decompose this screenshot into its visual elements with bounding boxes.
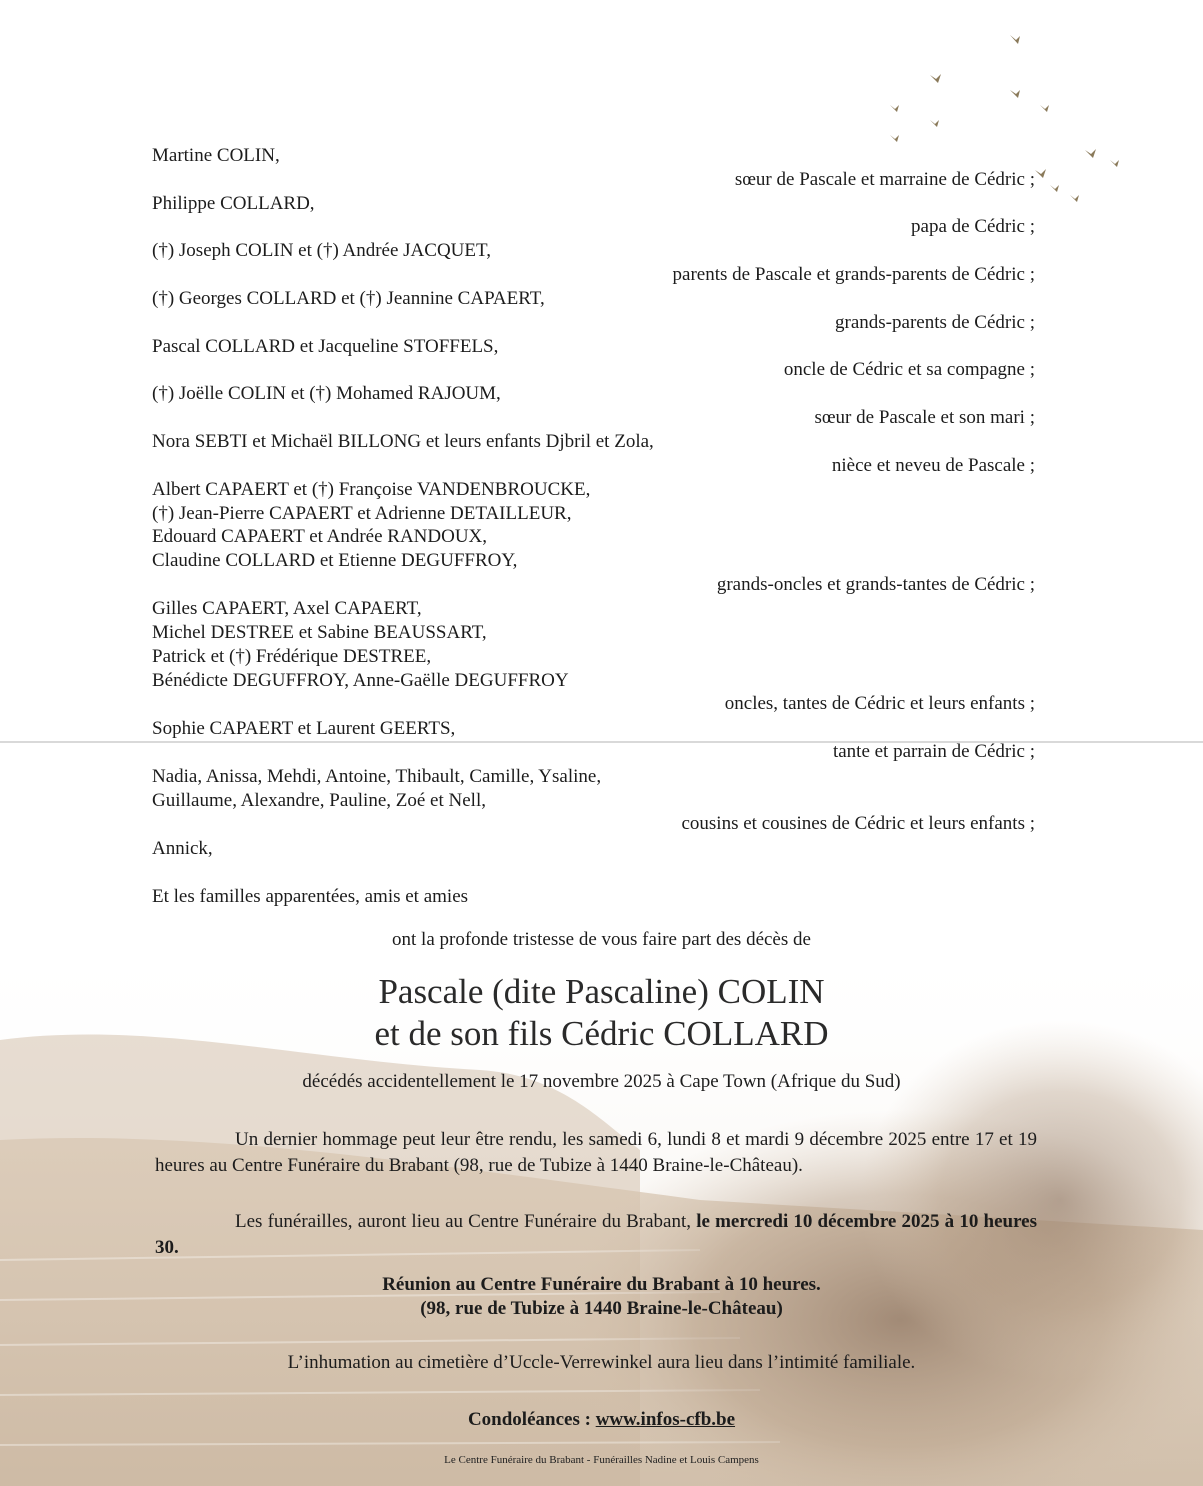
funeral-paragraph (155, 1209, 1037, 1261)
relative-name: Bénédicte DEGUFFROY, Anne-Gaëlle DEGUFFROY (152, 670, 569, 691)
relative-relation: papa de Cédric ; (911, 216, 1035, 237)
relative-relation: sœur de Pascale et marraine de Cédric ; (734, 169, 1035, 190)
burial-info: L’inhumation au cimetière d’Uccle-Verrewinkel aura lieu dans l’intimité familiale. (287, 1352, 916, 1373)
meeting-line-2: (98, rue de Tubize à 1440 Braine-le-Château) (420, 1298, 783, 1319)
meeting-line-1: Réunion au Centre Funéraire du Brabant à 10 heures. (382, 1274, 821, 1295)
families-line: Et les familles apparentées, amis et amies (152, 886, 469, 907)
condolences-link[interactable]: www.infos-cfb.be (595, 1409, 736, 1430)
announcement-intro: ont la profonde tristesse de vous faire part des décès de (392, 929, 811, 950)
relative-name: Nadia, Anissa, Mehdi, Antoine, Thibault, Camille, Ysaline, (152, 766, 602, 787)
relative-relation: grands-parents de Cédric ; (835, 312, 1035, 333)
funeral-text: Les funérailles, auront lieu au Centre Funéraire du Brabant, (235, 1211, 697, 1232)
relative-relation: oncle de Cédric et sa compagne ; (783, 359, 1035, 380)
relative-name: Patrick et (†) Frédérique DESTREE, (152, 646, 432, 667)
relative-relation: cousins et cousines de Cédric et leurs enfants ; (681, 813, 1035, 834)
condolences (0, 1409, 1203, 1431)
relative-relation: parents de Pascale et grands-parents de Cédric ; (672, 264, 1035, 285)
relative-name: (†) Georges COLLARD et (†) Jeannine CAPAERT, (152, 288, 545, 309)
relative-name: Claudine COLLARD et Etienne DEGUFFROY, (152, 550, 518, 571)
relative-name: (†) Joëlle COLIN et (†) Mohamed RAJOUM, (152, 383, 501, 404)
relative-relation: tante et parrain de Cédric ; (832, 741, 1035, 762)
funeral-date: le mercredi 10 décembre 2025 à 10 heures 30. (155, 1211, 1037, 1258)
tribute-paragraph (155, 1127, 1037, 1179)
relative-name: Gilles CAPAERT, Axel CAPAERT, (152, 598, 422, 619)
relative-name: Albert CAPAERT et (†) Françoise VANDENBROUCKE, (152, 479, 591, 500)
relative-relation: grands-oncles et grands-tantes de Cédric ; (716, 574, 1035, 595)
tribute-text: Un dernier hommage peut leur être rendu, les samedi 6, lundi 8 et mardi 9 décembre 2025 entre 17 et 19 heures au Centre Funéraire du Brabant (98, rue de Tubize à 1440 Braine-le-Château). (155, 1129, 1037, 1176)
death-info: décédés accidentellement le 17 novembre 2025 à Cape Town (Afrique du Sud) (302, 1071, 901, 1092)
relative-name: Philippe COLLARD, (152, 193, 315, 214)
relative-relation: oncles, tantes de Cédric et leurs enfants ; (724, 693, 1035, 714)
relative-relation: sœur de Pascale et son mari ; (814, 407, 1035, 428)
relative-name: Nora SEBTI et Michaël BILLONG et leurs enfants Djbril et Zola, (152, 431, 654, 452)
relative-name: Sophie CAPAERT et Laurent GEERTS, (152, 718, 456, 739)
relative-name: Michel DESTREE et Sabine BEAUSSART, (152, 622, 487, 643)
relative-name: (†) Joseph COLIN et (†) Andrée JACQUET, (152, 240, 491, 261)
deceased-name-2: et de son fils Cédric COLLARD (374, 1014, 829, 1053)
relative-name: (†) Jean-Pierre CAPAERT et Adrienne DETAILLEUR, (152, 503, 572, 524)
relative-name: Guillaume, Alexandre, Pauline, Zoé et Nell, (152, 790, 486, 811)
deceased-name-1: Pascale (dite Pascaline) COLIN (378, 972, 825, 1011)
relative-name: Martine COLIN, (152, 145, 280, 166)
relative-relation: nièce et neveu de Pascale ; (831, 455, 1035, 476)
relative-name: Pascal COLLARD et Jacqueline STOFFELS, (152, 336, 499, 357)
footer-credit: Le Centre Funéraire du Brabant - Funérailles Nadine et Louis Campens (444, 1454, 759, 1466)
relative-name: Annick, (152, 838, 213, 859)
condolences-label: Condoléances : (467, 1409, 596, 1430)
relative-name: Edouard CAPAERT et Andrée RANDOUX, (152, 526, 488, 547)
